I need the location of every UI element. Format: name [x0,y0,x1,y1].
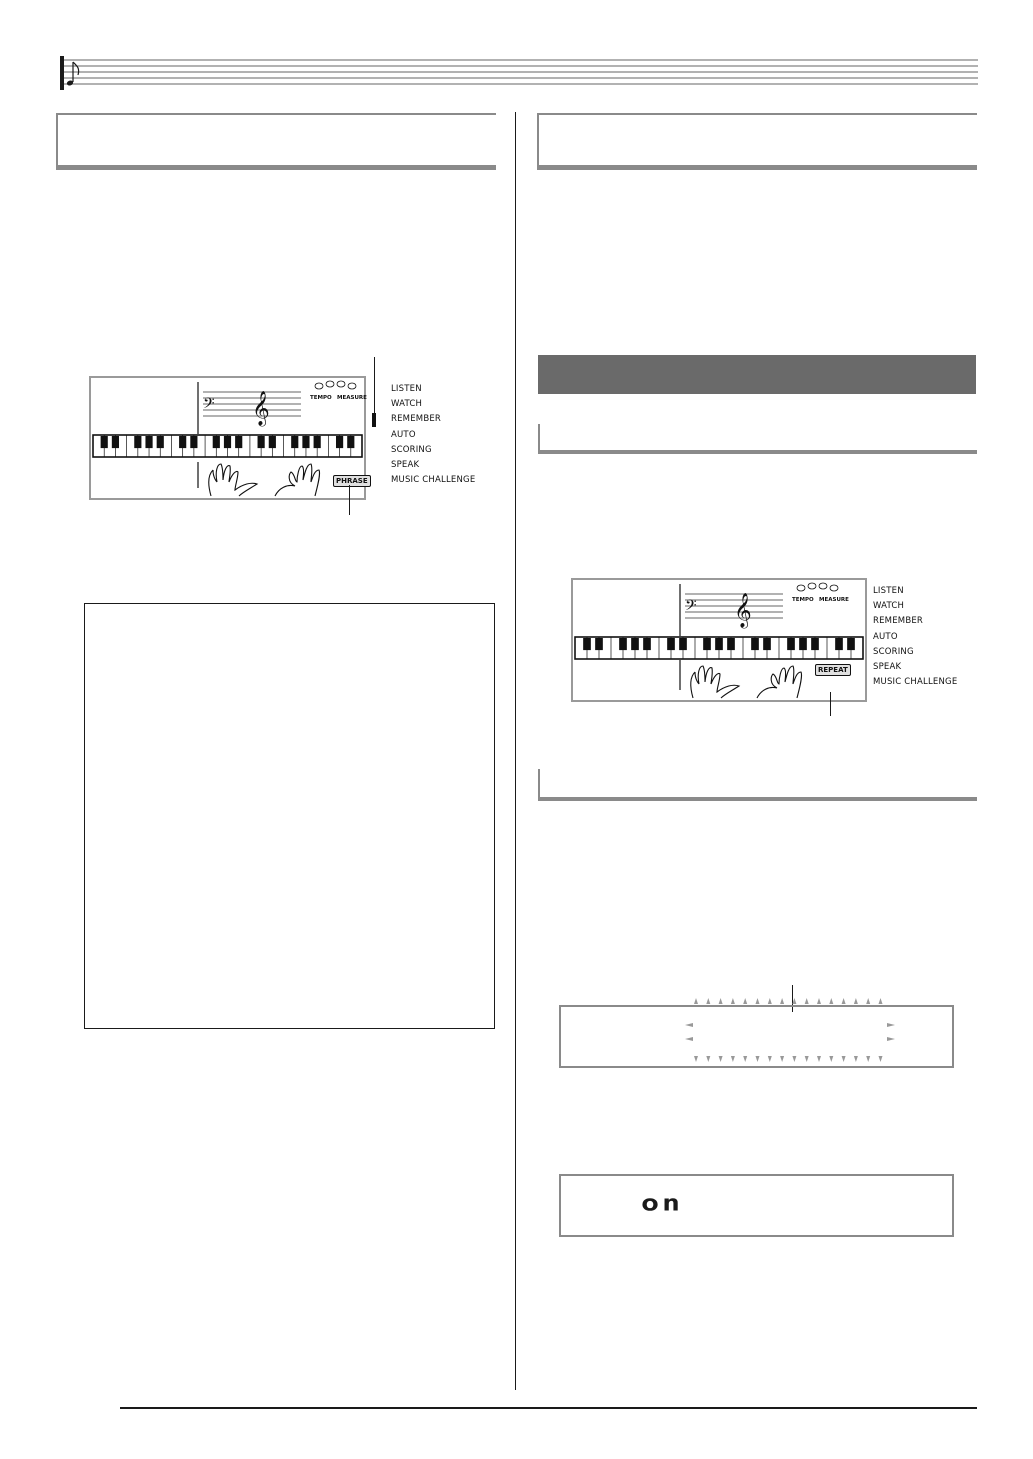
bass-clef-icon: 𝄢 [685,597,697,618]
phrase-indicator: PHRASE [333,475,371,487]
subheading-box-2 [538,769,977,801]
mode-scoring: SCORING [391,444,432,455]
hands-icon [209,464,320,496]
subheading-box-1 [538,424,977,454]
repeat-indicator: REPEAT [815,664,851,676]
section-heading-box-left [56,113,496,170]
mode-music-challenge: MUSIC CHALLENGE [391,475,476,486]
mode-listen: LISTEN [873,586,904,596]
mode-auto: AUTO [873,631,898,642]
on-display-panel [559,1174,954,1237]
callout-line-bottom [349,485,350,515]
lcd-panel-right [571,578,867,702]
mode-remember: REMEMBER [873,616,924,627]
mode-watch: WATCH [873,601,905,612]
section-banner [538,355,976,394]
on-display-text: on [641,1190,684,1217]
treble-clef-icon: 𝄞 [734,593,752,628]
tempo-label: TEMPO [792,597,814,603]
keyboard-graphic [575,637,863,659]
lcd-mode-list-left [391,382,475,488]
header-staff-decoration [60,56,978,90]
callout-line-repeat [830,692,831,716]
lcd-indicator-marker [372,413,376,427]
keyboard-graphic [93,435,362,457]
treble-clef-icon: 𝄞 [252,391,270,426]
bass-clef-icon: 𝄢 [203,395,215,416]
lcd-panel-left [89,376,366,500]
mode-listen: LISTEN [391,384,422,394]
measure-label: MEASURE [819,597,849,603]
column-divider [515,112,516,1390]
mode-auto: AUTO [391,429,416,440]
measure-label: MEASURE [337,395,367,401]
section-heading-box-right [537,113,977,170]
blinking-display-panel [559,1005,954,1068]
callout-line-top [374,357,375,413]
mode-remember: REMEMBER [391,414,442,425]
mode-watch: WATCH [391,399,423,410]
note-box [84,603,495,1029]
footer-rule [120,1407,977,1409]
mode-music-challenge: MUSIC CHALLENGE [873,677,958,688]
mode-speak: SPEAK [391,459,420,470]
lcd-mode-list-right [873,584,957,690]
mode-speak: SPEAK [873,661,902,672]
hands-icon [691,666,802,698]
mode-scoring: SCORING [873,646,914,657]
tempo-label: TEMPO [310,395,332,401]
